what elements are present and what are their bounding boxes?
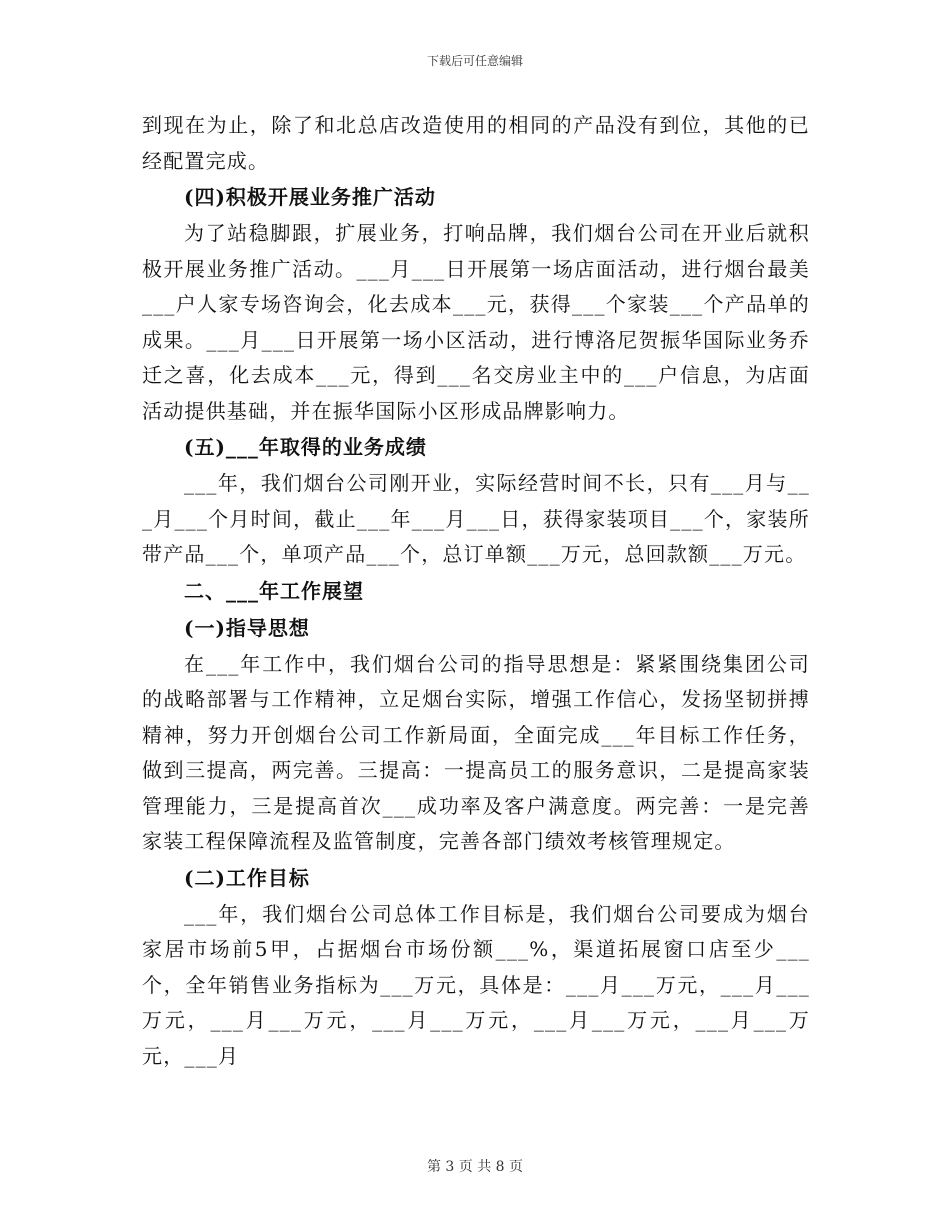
- page-footer: 第 3 页 共 8 页: [426, 1159, 524, 1175]
- section-heading-work-goals: (二)工作目标: [184, 865, 310, 890]
- paragraph-3: ___年，我们烟台公司刚开业，实际经营时间不长，只有___月与___月___个月时间，截止___年___月___日，获得家装项目___个，家装所带产品___个，单项产品___个，总订单额___万元，总回款额___万元。: [142, 471, 810, 566]
- section-heading-4: (四)积极开展业务推广活动: [184, 185, 436, 209]
- section-heading-5: (五)___年取得的业务成绩: [184, 435, 427, 459]
- paragraph-4: 在___年工作中，我们烟台公司的指导思想是：紧紧围绕集团公司的战略部署与工作精神，立足烟台实际，增强工作信心，发扬坚韧拼搏精神，努力开创烟台公司工作新局面，全面完成___年目标工作任务，做到三提高，两完善。三提高：一提高员工的服务意识，二是提高家装管理能力，三是提高首次___成功率及客户满意度。两完善：一是完善家装工程保障流程及监管制度，完善各部门绩效考核管理规定。: [142, 651, 810, 853]
- paragraph-1: 到现在为止，除了和北总店改造使用的相同的产品没有到位，其他的已经配置完成。: [142, 113, 810, 173]
- document-body: [142, 108, 810, 1074]
- paragraph-2: 为了站稳脚跟，扩展业务，打响品牌，我们烟台公司在开业后就积极开展业务推广活动。___月___日开展第一场店面活动，进行烟台最美___户人家专场咨询会，化去成本___元，获得___个家装___个产品单的成果。___月___日开展第一场小区活动，进行博洛尼贺振华国际业务乔迁之喜，化去成本___元，得到___名交房业主中的___户信息，为店面活动提供基础，并在振华国际小区形成品牌影响力。: [142, 221, 810, 423]
- page-header: 下载后可任意编辑: [426, 54, 523, 68]
- section-heading-guiding-ideology: (一)指导思想: [184, 615, 310, 640]
- paragraph-5: ___年，我们烟台公司总体工作目标是，我们烟台公司要成为烟台家居市场前5甲，占据烟台市场份额___%，渠道拓展窗口店至少___个，全年销售业务指标为___万元，具体是：___月___万元，___月___万元，___月___万元，___月___万元，___月___万元，___月___万元，___月: [142, 901, 810, 1068]
- chapter-heading-2: 二、___年工作展望: [184, 578, 364, 603]
